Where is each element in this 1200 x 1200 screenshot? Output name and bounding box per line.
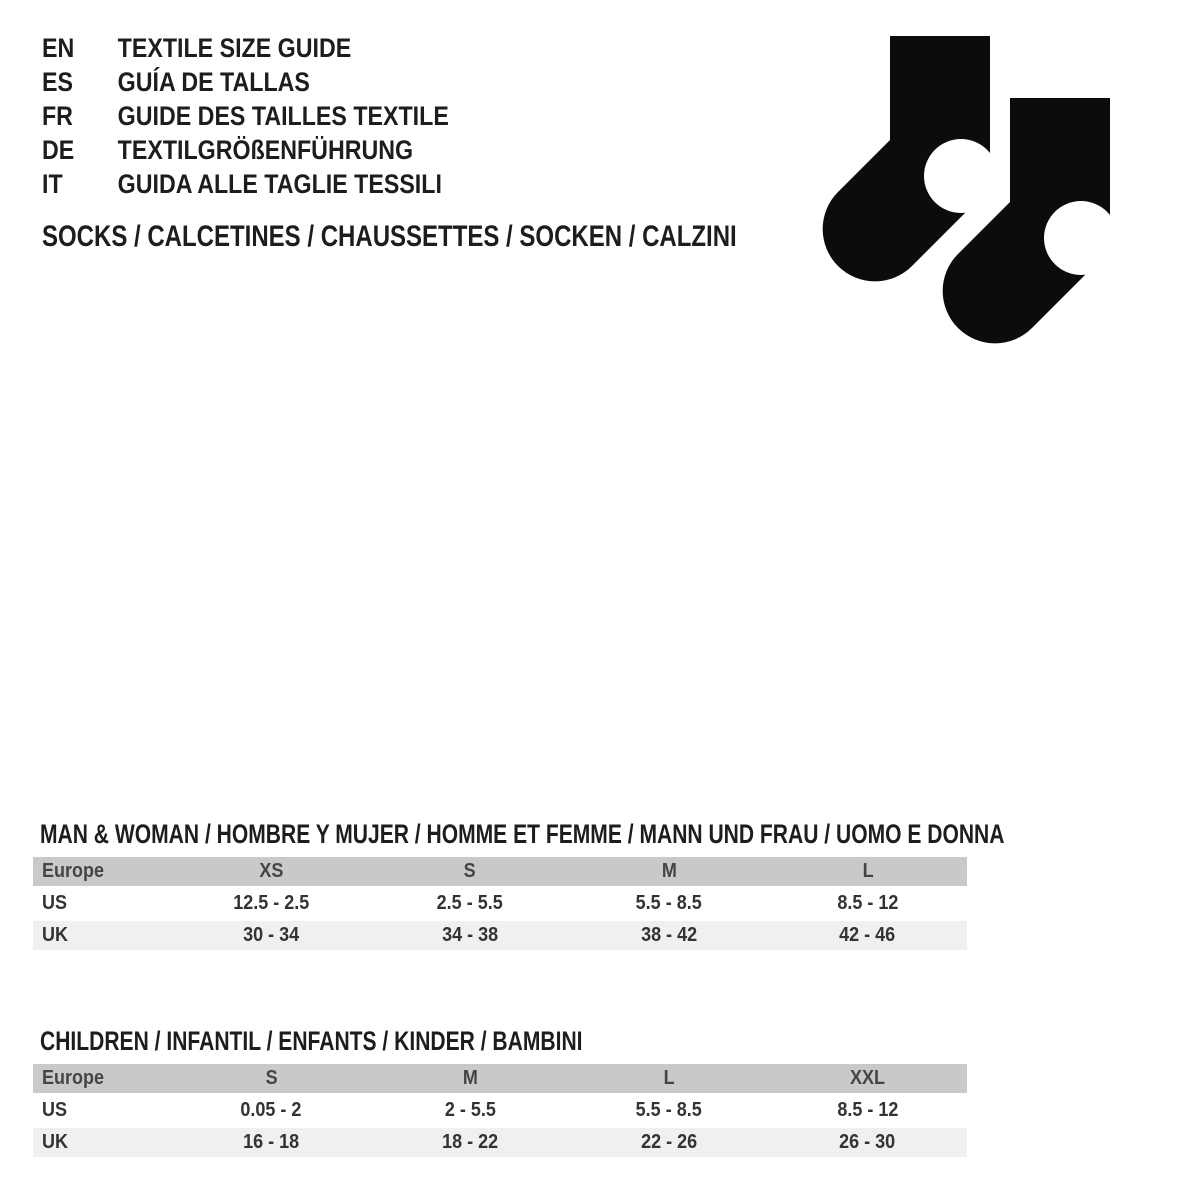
table-header-row [33, 1064, 967, 1093]
language-line-de [42, 133, 449, 167]
children-table-title: CHILDREN / INFANTIL / ENFANTS / KINDER / BAMBINI [40, 1026, 583, 1056]
language-line-fr [42, 99, 449, 133]
language-title-block [42, 31, 515, 201]
language-code: FR [42, 101, 73, 131]
children-size-table [33, 1064, 967, 1160]
header-cell-region: Europe [42, 1067, 105, 1089]
language-code: EN [42, 33, 75, 63]
header-cell-size: M [462, 1067, 478, 1089]
size-value: 18 - 22 [442, 1131, 499, 1153]
size-value: 38 - 42 [640, 924, 697, 946]
row-label: US [42, 892, 68, 914]
man-woman-size-table [33, 857, 967, 953]
header-cell-size: L [663, 1067, 675, 1089]
table-row [33, 889, 967, 918]
table-header-row [33, 857, 967, 886]
language-line-es [42, 65, 449, 99]
guide-title: GUIDA ALLE TAGLIE TESSILI [117, 169, 442, 199]
row-label: UK [42, 924, 69, 946]
size-value: 16 - 18 [243, 1131, 300, 1153]
size-value: 30 - 34 [243, 924, 300, 946]
language-code: IT [42, 169, 63, 199]
table-row [33, 1128, 967, 1157]
size-value: 34 - 38 [442, 924, 499, 946]
socks-icon [810, 36, 1120, 346]
man-woman-table-title: MAN & WOMAN / HOMBRE Y MUJER / HOMME ET FEMME / MANN UND FRAU / UOMO E DONNA [40, 819, 1005, 849]
header-cell-size: L [862, 860, 874, 882]
size-value: 2 - 5.5 [444, 1099, 496, 1121]
header-cell-size: S [265, 1067, 278, 1089]
size-value: 8.5 - 12 [837, 1099, 899, 1121]
language-line-en [42, 31, 449, 65]
size-value: 5.5 - 8.5 [635, 1099, 702, 1121]
language-code: ES [42, 67, 73, 97]
size-value: 0.05 - 2 [240, 1099, 302, 1121]
size-value: 8.5 - 12 [837, 892, 899, 914]
row-label: UK [42, 1131, 69, 1153]
guide-title: TEXTILE SIZE GUIDE [117, 33, 352, 63]
size-value: 42 - 46 [839, 924, 896, 946]
size-value: 22 - 26 [640, 1131, 697, 1153]
table-row [33, 921, 967, 950]
header-cell-size: M [661, 860, 677, 882]
guide-title: GUIDE DES TAILLES TEXTILE [117, 101, 449, 131]
language-code: DE [42, 135, 75, 165]
size-value: 26 - 30 [839, 1131, 896, 1153]
header-cell-size: S [464, 860, 477, 882]
header-cell-size: XXL [850, 1067, 886, 1089]
header-cell-size: XS [259, 860, 284, 882]
guide-title: TEXTILGRÖßENFÜHRUNG [117, 135, 414, 165]
row-label: US [42, 1099, 68, 1121]
category-title: SOCKS / CALCETINES / CHAUSSETTES / SOCKEN / CALZINI [42, 220, 737, 253]
header-cell-region: Europe [42, 860, 105, 882]
size-value: 2.5 - 5.5 [437, 892, 504, 914]
size-value: 5.5 - 8.5 [635, 892, 702, 914]
size-value: 12.5 - 2.5 [233, 892, 310, 914]
guide-title: GUÍA DE TALLAS [117, 67, 310, 97]
language-line-it [42, 167, 449, 201]
table-row [33, 1096, 967, 1125]
